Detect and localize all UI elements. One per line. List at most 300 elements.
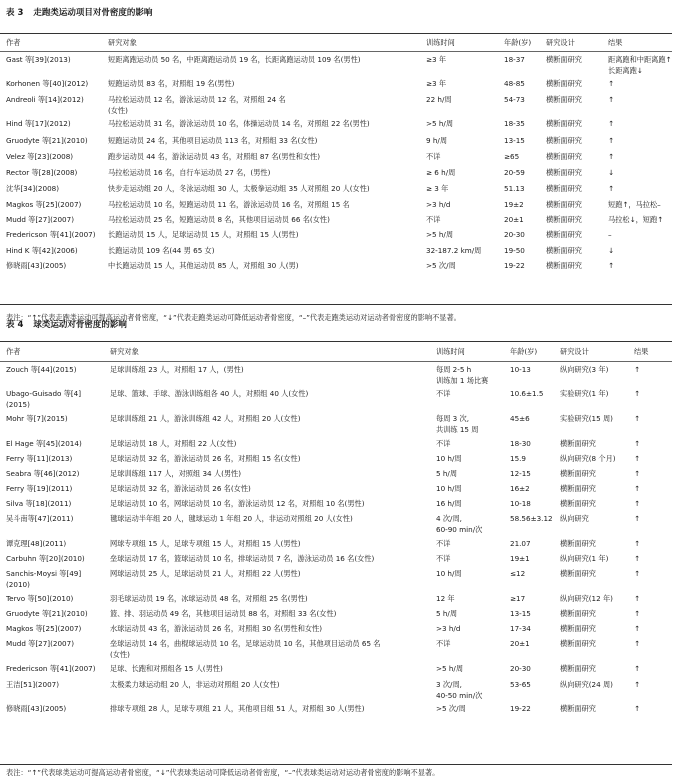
time-cell: ≥3 年 <box>426 55 447 64</box>
table-row <box>0 214 672 229</box>
time-cell <box>436 468 508 479</box>
time-cell: 22 h/周 <box>426 95 452 104</box>
cell-line: Ferry 等[19](2011) <box>6 484 73 493</box>
column-header-result: 结果 <box>634 347 649 356</box>
cell-line: 王洁[51](2007) <box>6 680 60 689</box>
result-cell <box>608 199 676 210</box>
cell-line: 12 年 <box>436 594 455 603</box>
time-cell <box>436 513 508 535</box>
author-cell: Velez 等[23](2008) <box>6 152 74 161</box>
age-cell: 13-15 <box>504 136 525 145</box>
subject-cell: 短跑运动员 24 名，其他项目运动员 113 名，对照组 33 名(女性) <box>108 136 318 145</box>
result-cell <box>608 135 676 146</box>
cell-line: 16 h/周 <box>436 499 462 508</box>
age-cell: 54-73 <box>504 95 525 104</box>
subject-cell: 长跑运动员 15 人，足球运动员 15 人，对照组 15 人(男性) <box>108 230 299 239</box>
column-header-subject: 研究对象 <box>110 347 139 356</box>
age-cell: ≤12 <box>510 569 526 578</box>
result-cell: ↑ <box>634 594 641 603</box>
cell-line: 足球运动员 32 名，游泳运动员 26 名(女性) <box>110 484 251 493</box>
table-row <box>0 364 672 388</box>
column-header-time: 训练时间 <box>426 38 455 47</box>
time-cell <box>436 703 508 714</box>
age-cell: 21.07 <box>510 539 531 548</box>
subject-cell <box>110 608 432 619</box>
cell-line: 短跑↑，马拉松– <box>608 200 661 209</box>
table-row <box>0 593 672 608</box>
time-cell <box>436 568 508 579</box>
subject-cell <box>110 638 432 660</box>
age-cell: 19-22 <box>510 704 531 713</box>
age-cell: 20±1 <box>504 215 524 224</box>
design-cell: 纵向研究(3 年) <box>560 365 609 374</box>
table3-caption <box>6 6 152 18</box>
design-cell: 横断面研究 <box>560 664 596 673</box>
author-cell <box>6 388 106 410</box>
time-cell <box>436 483 508 494</box>
table-row <box>0 679 672 703</box>
subject-cell: 长跑运动员 109 名(44 男 65 女) <box>108 246 215 255</box>
age-cell: 53-65 <box>510 680 531 689</box>
table3-number: 表 3 <box>6 8 24 18</box>
table3-top-rule <box>0 33 672 34</box>
result-cell <box>608 229 676 240</box>
design-cell: 横断面研究 <box>546 168 582 177</box>
design-cell: 实验研究(1 年) <box>560 389 609 398</box>
result-cell <box>608 78 676 89</box>
author-cell: Korhonen 等[40](2012) <box>6 79 89 88</box>
age-cell: 20-30 <box>504 230 525 239</box>
subject-cell <box>110 568 432 579</box>
author-cell: Hind K 等[42](2006) <box>6 246 78 255</box>
time-cell: 不详 <box>426 215 441 224</box>
age-cell: 10-18 <box>510 499 531 508</box>
cell-line: 排球专项组 28 人，足球专项组 21 人，其他项目组 51 人，对照组 30 人(男性) <box>110 704 365 713</box>
design-cell: 横断面研究 <box>560 484 596 493</box>
cell-line: 不详 <box>436 389 451 398</box>
result-cell: ↑ <box>634 639 641 648</box>
result-cell: ↑ <box>634 539 641 548</box>
age-cell: 19±1 <box>510 554 530 563</box>
cell-line: 距离跑和中距离跑↑ <box>608 55 672 64</box>
cell-line: ↑ <box>608 261 615 270</box>
author-cell: Rector 等[28](2008) <box>6 168 78 177</box>
cell-line: Sanchis-Moysi 等[49] <box>6 569 82 578</box>
age-cell: 15.9 <box>510 454 527 463</box>
table-row <box>0 663 672 679</box>
author-cell <box>6 538 106 549</box>
subject-cell <box>110 593 432 604</box>
design-cell: 横断面研究 <box>560 639 596 648</box>
age-cell: 58.56±3.12 <box>510 514 553 523</box>
age-cell: 18-37 <box>504 55 525 64</box>
cell-line: ↑ <box>608 119 615 128</box>
header-row <box>0 37 672 49</box>
time-cell: ≥3 年 <box>426 79 447 88</box>
table3-note: 表注：“↑”代表走跑类运动可提高运动者骨密度，“↓”代表走跑类运动可降低运动者骨密度，“–”代表走跑类运动对运动者骨密度的影响不显著。 <box>6 313 461 322</box>
time-cell: ≥ 6 h/周 <box>426 168 456 177</box>
cell-line: 60-90 min/次 <box>436 525 483 534</box>
table-row <box>0 388 672 413</box>
table-row <box>0 118 672 135</box>
subject-cell: 马拉松运动员 31 名，游泳运动员 10 名，体操运动员 14 名，对照组 22 名(男性) <box>108 119 370 128</box>
author-cell: 修晓雨[43](2005) <box>6 261 67 270</box>
cell-line: Carbuhn 等[20](2010) <box>6 554 85 563</box>
author-cell: 沈华[34](2008) <box>6 184 60 193</box>
cell-line: 水球运动员 43 名，游泳运动员 26 名，对照组 30 名(男性和女性) <box>110 624 323 633</box>
cell-line: 每周 3 次, <box>436 414 469 423</box>
age-cell: 19-22 <box>504 261 525 270</box>
subject-cell: 快步走运动组 20 人，冬泳运动组 30 人，太极拳运动组 35 人对照组 20 人(女性) <box>108 184 370 193</box>
table-row <box>0 623 672 638</box>
cell-line: 垒球运动员 14 名，曲棍球运动员 10 名，足球运动员 10 名，其他项目运动员 65 名 <box>110 639 381 648</box>
design-cell: 实验研究(15 周) <box>560 414 613 423</box>
subject-cell <box>110 703 432 714</box>
result-cell: ↑ <box>634 624 641 633</box>
time-cell: 32-187.2 km/周 <box>426 246 482 255</box>
cell-line: Mohr 等[7](2015) <box>6 414 68 423</box>
cell-line: 10 h/周 <box>436 454 462 463</box>
author-cell <box>6 413 106 424</box>
table-row <box>0 453 672 468</box>
table3-title: 走跑类运动项目对骨密度的影响 <box>33 8 153 18</box>
time-cell <box>436 453 508 464</box>
subject-cell <box>110 623 432 634</box>
design-cell: 横断面研究 <box>560 609 596 618</box>
column-header-age: 年龄(岁) <box>510 347 538 356</box>
cell-line: ↑ <box>608 95 615 104</box>
design-cell: 横断面研究 <box>546 261 582 270</box>
result-cell <box>608 94 676 105</box>
result-cell: ↑ <box>634 414 641 423</box>
result-cell <box>608 151 676 162</box>
cell-line: 足球训练组 117 人，对照组 34 人(男性) <box>110 469 242 478</box>
table-row <box>0 498 672 513</box>
subject-cell <box>108 94 420 116</box>
design-cell: 横断面研究 <box>560 624 596 633</box>
time-cell <box>436 593 508 604</box>
table3-header-rule <box>0 51 672 52</box>
design-cell: 横断面研究 <box>560 569 596 578</box>
time-cell <box>436 638 508 649</box>
table-row <box>0 638 672 663</box>
design-cell: 横断面研究 <box>546 152 582 161</box>
author-cell <box>6 593 106 604</box>
time-cell: >5 h/周 <box>426 119 454 128</box>
subject-cell <box>110 498 432 509</box>
table-row <box>0 54 672 78</box>
design-cell: 横断面研究 <box>546 79 582 88</box>
result-cell <box>608 214 676 225</box>
age-cell: ≥17 <box>510 594 526 603</box>
result-cell: ↑ <box>634 554 641 563</box>
cell-line: 马拉松↓，短跑↑ <box>608 215 664 224</box>
cell-line: 不详 <box>436 539 451 548</box>
cell-line: 篮、排、羽运动员 49 名，其他项目运动员 88 名，对照组 33 名(女性) <box>110 609 337 618</box>
cell-line: 马拉松运动员 12 名，游泳运动员 12 名，对照组 24 名 <box>108 95 286 104</box>
result-cell <box>608 118 676 129</box>
time-cell <box>436 553 508 564</box>
result-cell: ↑ <box>634 569 641 578</box>
cell-line: 4 次/周, <box>436 514 462 523</box>
column-header-author: 作者 <box>6 347 21 356</box>
time-cell: 不详 <box>426 152 441 161</box>
author-cell <box>6 498 106 509</box>
table-row <box>0 151 672 167</box>
table4-title: 球类运动对骨密度的影响 <box>33 320 127 330</box>
column-header-subject: 研究对象 <box>108 38 137 47</box>
column-header-design: 研究设计 <box>546 38 575 47</box>
table-row <box>0 78 672 94</box>
cell-line: ↓ <box>608 246 615 255</box>
cell-line: 10 h/周 <box>436 484 462 493</box>
design-cell: 横断面研究 <box>546 95 582 104</box>
table-row <box>0 438 672 453</box>
age-cell: 10-13 <box>510 365 531 374</box>
table4-caption <box>6 318 127 330</box>
time-cell <box>436 608 508 619</box>
subject-cell <box>110 538 432 549</box>
table-row <box>0 468 672 483</box>
design-cell: 纵向研究 <box>560 514 589 523</box>
age-cell: 20-30 <box>510 664 531 673</box>
cell-line: (2015) <box>6 400 30 409</box>
cell-line: El Hage 等[45](2014) <box>6 439 82 448</box>
subject-cell <box>110 679 432 690</box>
design-cell: 横断面研究 <box>560 539 596 548</box>
cell-line: 3 次/周, <box>436 680 462 689</box>
time-cell <box>436 364 508 386</box>
author-cell <box>6 453 106 464</box>
time-cell <box>436 413 508 435</box>
cell-line: 修晓雨[43](2005) <box>6 704 67 713</box>
author-cell <box>6 438 106 449</box>
time-cell <box>436 679 508 701</box>
cell-line: 5 h/周 <box>436 609 458 618</box>
design-cell: 横断面研究 <box>546 136 582 145</box>
subject-cell <box>110 468 432 479</box>
cell-line: 足球、篮球、手球、游泳训练组各 40 人，对照组 40 人(女性) <box>110 389 309 398</box>
cell-line: 足球训练组 23 人，对照组 17 人，(男性) <box>110 365 244 374</box>
cell-line: >3 h/d <box>436 624 461 633</box>
age-cell: 16±2 <box>510 484 530 493</box>
cell-line: Tervo 等[50](2010) <box>6 594 74 603</box>
cell-line: 网球专项组 15 人，足球专项组 15 人，对照组 15 人(男性) <box>110 539 301 548</box>
subject-cell: 短跑运动员 83 名，对照组 19 名(男性) <box>108 79 235 88</box>
age-cell: 13-15 <box>510 609 531 618</box>
time-cell <box>436 388 508 399</box>
cell-line: Seabra 等[46](2012) <box>6 469 80 478</box>
result-cell <box>608 260 676 271</box>
age-cell: 48-85 <box>504 79 525 88</box>
result-cell: ↑ <box>634 439 641 448</box>
cell-line: 不详 <box>436 554 451 563</box>
table-row <box>0 229 672 245</box>
cell-line: Fredericson 等[41](2007) <box>6 664 96 673</box>
table3-bottom-rule <box>0 304 672 305</box>
result-cell <box>608 167 676 178</box>
result-cell: ↑ <box>634 514 641 523</box>
author-cell <box>6 364 106 375</box>
author-cell <box>6 513 106 524</box>
cell-line: 足球运动员 18 人，对照组 22 人(女性) <box>110 439 237 448</box>
author-cell: Mudd 等[27](2007) <box>6 215 75 224</box>
table-row <box>0 167 672 183</box>
author-cell <box>6 623 106 634</box>
time-cell <box>436 538 508 549</box>
table-row <box>0 483 672 498</box>
column-header-time: 训练时间 <box>436 347 465 356</box>
table-row <box>0 94 672 118</box>
table3-body <box>0 54 672 276</box>
subject-cell <box>110 513 432 524</box>
cell-line: (女性) <box>110 650 130 659</box>
cell-line: Ferry 等[11](2013) <box>6 454 73 463</box>
result-cell <box>608 245 676 256</box>
age-cell: 19-50 <box>504 246 525 255</box>
table4-bottom-rule <box>0 764 672 765</box>
table-row <box>0 135 672 151</box>
cell-line: 太极柔力球运动组 20 人，非运动对照组 20 人(女性) <box>110 680 280 689</box>
cell-line: 网球运动员 25 人，足球运动员 21 人，对照组 22 人(男性) <box>110 569 301 578</box>
cell-line: 不详 <box>436 639 451 648</box>
subject-cell <box>110 388 432 399</box>
table-row <box>0 245 672 260</box>
subject-cell <box>110 453 432 464</box>
author-cell <box>6 568 106 590</box>
subject-cell: 跑步运动员 44 名，游泳运动员 43 名，对照组 87 名(男性和女性) <box>108 152 321 161</box>
table4-header <box>0 346 672 358</box>
result-cell: ↑ <box>634 469 641 478</box>
time-cell: >5 h/周 <box>426 230 454 239</box>
cell-line: >5 h/周 <box>436 664 464 673</box>
author-cell: Andreoli 等[14](2012) <box>6 95 84 104</box>
age-cell: 18-30 <box>510 439 531 448</box>
design-cell: 横断面研究 <box>546 184 582 193</box>
table-row <box>0 199 672 214</box>
table-row <box>0 413 672 438</box>
cell-line: Zouch 等[44](2015) <box>6 365 77 374</box>
column-header-design: 研究设计 <box>560 347 589 356</box>
age-cell: 20±1 <box>510 639 530 648</box>
subject-cell <box>110 438 432 449</box>
header-row <box>0 346 672 358</box>
author-cell <box>6 663 106 674</box>
design-cell: 纵向研究(24 周) <box>560 680 613 689</box>
age-cell: 17-34 <box>510 624 531 633</box>
design-cell: 纵向研究(12 年) <box>560 594 613 603</box>
cell-line: 足球运动员 32 名，游泳运动员 26 名，对照组 15 名(女性) <box>110 454 301 463</box>
subject-cell: 中长跑运动员 15 人，其他运动员 85 人，对照组 30 人(男) <box>108 261 299 270</box>
author-cell <box>6 468 106 479</box>
age-cell: 12-15 <box>510 469 531 478</box>
table-row <box>0 538 672 553</box>
column-header-age: 年龄(岁) <box>504 38 532 47</box>
time-cell <box>436 623 508 634</box>
table-row <box>0 513 672 538</box>
subject-cell <box>110 663 432 674</box>
design-cell: 横断面研究 <box>546 55 582 64</box>
age-cell: 19±2 <box>504 200 524 209</box>
subject-cell <box>110 413 432 424</box>
design-cell: 纵向研究(1 年) <box>560 554 609 563</box>
cell-line: ↑ <box>608 79 615 88</box>
time-cell: ≥ 3 年 <box>426 184 449 193</box>
author-cell: Hind 等[17](2012) <box>6 119 71 128</box>
design-cell: 横断面研究 <box>546 230 582 239</box>
design-cell: 横断面研究 <box>560 499 596 508</box>
cell-line: ↓ <box>608 168 615 177</box>
design-cell: 横断面研究 <box>560 704 596 713</box>
result-cell: ↑ <box>634 389 641 398</box>
cell-line: 毽球运动半年组 20 人，毽球运动 1 年组 20 人，非运动对照组 20 人(女性) <box>110 514 353 523</box>
design-cell: 纵向研究(8 个月) <box>560 454 616 463</box>
subject-cell: 马拉松运动员 16 名，自行车运动员 27 名，(男性) <box>108 168 271 177</box>
subject-cell: 马拉松运动员 25 名，短跑运动员 8 名，其他项目运动员 66 名(女性) <box>108 215 330 224</box>
result-cell <box>608 54 676 76</box>
cell-line: 长距离跑↓ <box>608 66 643 75</box>
result-cell: ↑ <box>634 704 641 713</box>
table4-top-rule <box>0 341 672 342</box>
cell-line: 10 h/周 <box>436 569 462 578</box>
cell-line: Magkos 等[25](2007) <box>6 624 82 633</box>
result-cell <box>608 183 676 194</box>
design-cell: 横断面研究 <box>546 119 582 128</box>
table4-body <box>0 364 672 721</box>
time-cell: 9 h/周 <box>426 136 448 145</box>
cell-line: 足球训练组 21 人，游泳训练组 42 人，对照组 20 人(女性) <box>110 414 301 423</box>
table-row <box>0 183 672 199</box>
cell-line: ↑ <box>608 152 615 161</box>
table-row <box>0 260 672 276</box>
author-cell <box>6 553 106 564</box>
column-header-result: 结果 <box>608 38 623 47</box>
cell-line: 共训练 15 周 <box>436 425 479 434</box>
author-cell: Gruodyte 等[21](2010) <box>6 136 88 145</box>
subject-cell <box>110 483 432 494</box>
author-cell <box>6 608 106 619</box>
cell-line: ↑ <box>608 184 615 193</box>
time-cell: >5 次/周 <box>426 261 456 270</box>
result-cell: ↑ <box>634 609 641 618</box>
time-cell <box>436 663 508 674</box>
author-cell: Gast 等[39](2013) <box>6 55 71 64</box>
age-cell: 51.13 <box>504 184 525 193</box>
subject-cell: 马拉松运动员 10 名，短跑运动员 11 名，游泳运动员 16 名，对照组 15 名 <box>108 200 350 209</box>
table4-note: 表注：“↑”代表球类运动可提高运动者骨密度，“↓”代表球类运动可降低运动者骨密度，“–”代表球类运动对运动者骨密度的影响不显著。 <box>6 768 440 777</box>
cell-line: Ubago-Guisado 等[4] <box>6 389 82 398</box>
cell-line: >5 次/周 <box>436 704 466 713</box>
cell-line: 垒球运动员 17 名，篮球运动员 10 名，排球运动员 7 名，游泳运动员 16 名(女性) <box>110 554 375 563</box>
subject-cell: 短距离跑运动员 50 名，中距离跑运动员 19 名，长距离跑运动员 109 名(男性) <box>108 55 361 64</box>
author-cell: Magkos 等[25](2007) <box>6 200 82 209</box>
author-cell <box>6 703 106 714</box>
design-cell: 横断面研究 <box>546 200 582 209</box>
cell-line: 羽毛球运动员 19 名，冰球运动员 48 名，对照组 25 名(男性) <box>110 594 308 603</box>
author-cell <box>6 679 106 690</box>
subject-cell <box>110 364 432 375</box>
subject-cell <box>110 553 432 564</box>
cell-line: Silva 等[18](2011) <box>6 499 72 508</box>
table-row <box>0 568 672 593</box>
column-header-author: 作者 <box>6 38 21 47</box>
result-cell: ↑ <box>634 680 641 689</box>
cell-line: – <box>608 230 612 239</box>
cell-line: 吴斗南等[47](2011) <box>6 514 74 523</box>
time-cell: >3 h/d <box>426 200 451 209</box>
cell-line: Gruodyte 等[21](2010) <box>6 609 88 618</box>
design-cell: 横断面研究 <box>560 439 596 448</box>
